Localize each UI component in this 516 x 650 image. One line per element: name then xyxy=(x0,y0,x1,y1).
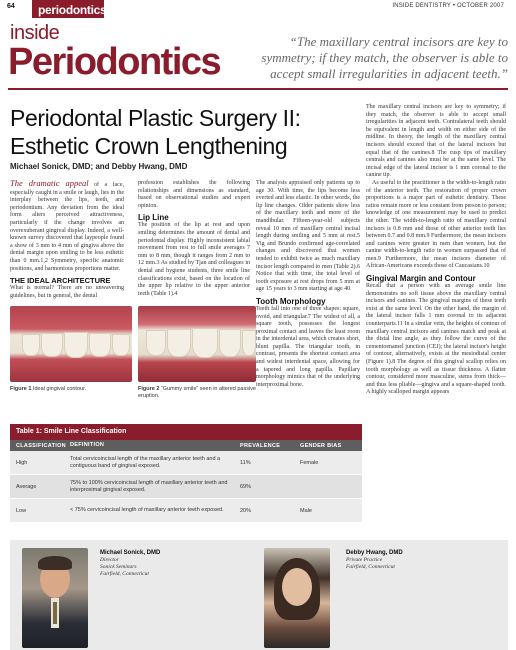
figure-2-label: Figure 2 xyxy=(138,386,160,392)
col4-body-bottom: Recall that a person with an average smile line demonstrates no soft tissue above the maxillary central incisors and canines. The gingival margins of these teeth exist at the same level. On the other hand, the margin of the lateral incisor falls 1 mm coronal to its adjacent counterparts.11 In a similar vein, the heights of contour of maxillary central incisors and canines match and peak at the distal line angle, as they follow the curve of the cementoenamel junction (CEJ); the lateral incisor's height of contour, alternatively, exists at the mesiodistal center (Figure 1).8 The degree of this gingival scallop relies on tooth morphology as well as tissue thickness. A flatter contour, considered more masculine, stems from thick—and thus less pliable—gingiva and a square-shaped tooth. A highly scalloped margin appears xyxy=(366,283,506,396)
header-rule xyxy=(8,88,508,90)
author-place: Fairfield, Connecticut xyxy=(346,564,395,570)
author-place: Fairfield, Connecticut xyxy=(100,571,149,577)
figure-1-photo xyxy=(10,306,132,382)
heading-tooth-morphology: Tooth Morphology xyxy=(256,296,326,306)
table-row xyxy=(10,499,362,523)
author-role: Private Practice xyxy=(346,557,383,563)
article-byline: Michael Sonick, DMD; and Debby Hwang, DMD xyxy=(10,162,188,171)
lead-in: The dramatic appeal xyxy=(10,178,89,188)
running-head: INSIDE DENTISTRY • OCTOBER 2007 xyxy=(392,3,504,9)
author-role: Director xyxy=(100,557,119,563)
brand-inside: inside xyxy=(10,22,60,44)
col4-body-mid: As useful to the practitioner is the width-to-length ratio of the anterior teeth. The restoration of proper crown proportions is a major part of esthetic dentistry. These ratios remain more or less constant from person to person; knowledge of one measurement may be used to predict the other. The width-to-length ratio of maxillary central incisors is 0.8 mm and those of other anterior teeth lies between 0.7 and 0.8 mm.9 Furthermore, the mean incisors and canines were greater in men than women, but the canine width-to-length ratio in women surpassed that of men.9 Furthermore, the mean incisors diameter of African-Americans exceeds those of Caucasians.10 xyxy=(366,179,506,270)
table-header-cell: DEFINITION xyxy=(70,442,105,448)
author-name: Debby Hwang, DMD xyxy=(346,550,403,556)
smile-line-table xyxy=(10,424,362,523)
table-cell: Low xyxy=(16,507,27,514)
page-header xyxy=(0,0,516,16)
column-4 xyxy=(366,104,506,397)
table-cell: < 75% cervicoincisal length of maxillary anterior teeth exposed. xyxy=(70,507,224,513)
col3-body: Teeth fall into one of three shapes: square, ovoid, and triangular.7 The widest of all, a square tooth, possesses the longest proximal contact and leaves the least room in the interdental area, which creates short, blunt papilla. The triangular tooth, in contrast, presents the shortest contact area and widest interdental space, allowing for a tapered and long papilla. Papillary morphology mimics that of the underlying interproximal bone. xyxy=(256,305,360,388)
table-cell: Average xyxy=(16,483,37,490)
figure-2-photo xyxy=(138,306,256,382)
table-cell: Total cervicoincisal length of the maxillary anterior teeth and a contiguous band of gingival exposed. xyxy=(70,455,221,469)
column-1 xyxy=(10,180,124,300)
heading-lip-line: Lip Line xyxy=(138,213,169,223)
table-body xyxy=(10,451,362,523)
table-header-cell: PREVALENCE xyxy=(240,442,281,449)
col1-body-after: What is normal? There are no unwavering guidelines, but in general, the dental xyxy=(10,285,124,299)
col2-body-top: profession establishes the following relationships and dimensions as standard, based on observational studies and expert opinion. xyxy=(138,180,250,209)
table-header-cell: GENDER BIAS xyxy=(300,442,342,449)
table-row xyxy=(10,451,362,475)
figure-1-caption xyxy=(10,386,132,393)
figure-1-label: Figure 1 xyxy=(10,386,32,392)
heading-gingival-margin: Gingival Margin and Contour xyxy=(366,274,476,284)
table-cell: 69% xyxy=(240,483,252,490)
table-title: Table 1: Smile Line Classification xyxy=(10,424,362,440)
author-name: Michael Sonick, DMD xyxy=(100,550,161,556)
table-cell: High xyxy=(16,459,28,466)
author-photo-sonick xyxy=(22,548,88,648)
pull-quote: “The maxillary central incisors are key to symmetry; if they match, the observer is able to accept small irregularities in adjacent teeth.” xyxy=(261,34,508,81)
col2-body: The position of the lip at rest and upon smiling determines the amount of dental and periodontal display. Highly inconsistent labial movement from rest to full smile averages 7 mm to 8 mm, though it ranges from 2 mm to 12 mm.3 As studied by Tjan and colleagues in dental and hygiene students, three smile line classifications exist, based on the location of the upper lip relative to the upper anterior teeth (Table 1).4 xyxy=(138,222,250,297)
page-number: 64 xyxy=(7,3,15,10)
table-cell: 75% to 100% cervicoincisal length of maxillary anterior teeth and interproximal gingival exposed. xyxy=(70,479,228,493)
brand-periodontics: Periodontics xyxy=(8,41,221,83)
column-3 xyxy=(256,180,360,389)
col1-body: of a face, especially caught in a smile or laugh, lies in the interplay between the lips, teeth, and periodontium. Any deviation from the ideal form alters perceived attractiveness, particularly if the change involves an overexuberant gingival display. Indeed, a well-known survey discovered that laypeople found a show of 3 mm to 4 mm of gingiva above the dental margin upon smiling to be less esthetic than 0 mm.1,2 Symmetry, specific anatomic positions, and harmonious proportions matter. xyxy=(10,182,125,272)
table-cell: 11% xyxy=(240,459,251,466)
table-cell: Male xyxy=(300,507,312,514)
table-cell: 20% xyxy=(240,507,252,514)
author-bio-hwang xyxy=(346,550,403,571)
author-org: Sonick Seminars xyxy=(100,564,137,570)
heading-ideal-architecture: THE IDEAL ARCHITECTURE xyxy=(10,276,111,286)
col4-body-top: The maxillary central incisors are key to symmetry; if they match, the observer is able to accept small irregularities in adjacent teeth. Contralateral teeth should be equivalent in length and width on either side of the midline. In theory, the length of the maxillary central incisors should exceed that of the lateral incisors but equal that of the canines.8 The cusp tips of maxillary centrals and canines also must be at the same level. The incisal edge of the lateral incisor is 1 mm coronal to the canine tip. xyxy=(366,104,506,179)
figure-1-text: Ideal gingival contour. xyxy=(31,386,87,392)
column-2 xyxy=(138,180,250,298)
col3-body-top: The analysis appraised only patients up to age 30. With time, the lips become less everted and less elastic. In other words, the lip line changes. Older patients show less of the maxillary teeth and more of the mandibular. Fifteen-year-old subjects reveal 10 mm of maxillary central incisal length during smiling and 5 mm at rest.5 Vig and Brundo confirmed age-correlated changes and discovered that women tended to exhibit twice as much maxillary incisor length compared to men (Table 2).6 Notice that with time, the total level of tooth exposure at rest drops from 5 mm at age 15 years to 3 mm starting at age 40. xyxy=(256,180,360,293)
table-header-row xyxy=(10,440,362,451)
table-header-cell: CLASSIFICATION xyxy=(16,442,66,449)
figure-2-text: “Gummy smile” seen in altered passive eruption. xyxy=(138,386,256,399)
article-title: Periodontal Plastic Surgery II: Esthetic Crown Lengthening xyxy=(10,105,301,159)
table-row xyxy=(10,475,362,499)
section-tab: periodontics xyxy=(32,0,104,18)
figure-2-caption xyxy=(138,386,256,400)
table-cell: Female xyxy=(300,459,319,466)
author-photo-hwang xyxy=(264,548,330,648)
author-bio-sonick xyxy=(100,550,160,578)
